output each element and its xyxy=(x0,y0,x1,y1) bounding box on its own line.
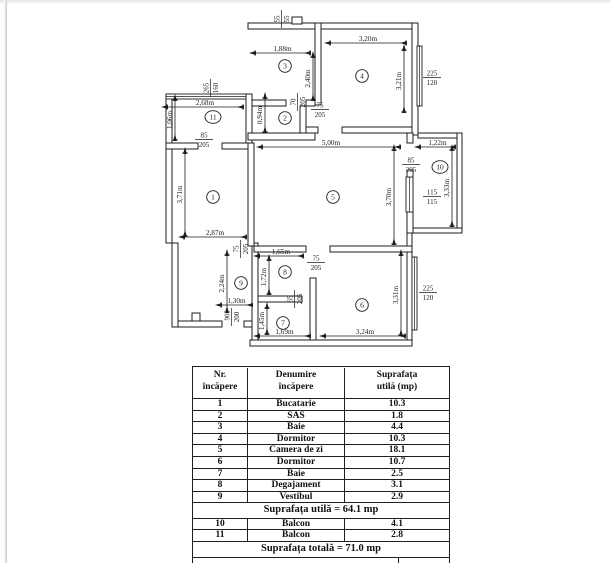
size-fraction-label xyxy=(423,189,441,207)
size-fraction-label xyxy=(287,290,305,308)
summary-usable-area: Suprafața utilă = 64.1 mp xyxy=(193,502,449,518)
wall xyxy=(457,133,462,233)
svg-text:75: 75 xyxy=(312,254,320,263)
svg-text:225: 225 xyxy=(422,284,434,293)
dimension-label: 1,88m xyxy=(273,45,292,53)
clipped-bottom-row xyxy=(193,557,449,563)
svg-text:75: 75 xyxy=(316,101,324,110)
dimension-label: 2,87m xyxy=(205,229,225,237)
svg-text:205: 205 xyxy=(310,264,322,272)
table-cell: 9 xyxy=(217,491,223,502)
wall xyxy=(248,143,254,246)
wall xyxy=(248,133,315,140)
dimension-label: 2,24m xyxy=(218,274,226,293)
table-cell: Dormitor xyxy=(247,457,344,468)
wall xyxy=(192,313,200,321)
table-cell: Vestibul xyxy=(247,492,344,503)
table-cell: 5 xyxy=(217,445,223,456)
room-number: 1 xyxy=(211,192,215,202)
dimension-label: 1,45m xyxy=(258,311,266,331)
table-row xyxy=(193,421,449,433)
wall xyxy=(244,321,252,327)
room-number: 6 xyxy=(360,300,364,310)
svg-text:200: 200 xyxy=(233,311,241,323)
svg-text:70: 70 xyxy=(289,98,298,106)
size-fraction-label xyxy=(233,240,251,258)
table-cell: 4 xyxy=(217,433,223,444)
dimension-label: 3,33m xyxy=(443,178,451,198)
wall xyxy=(407,133,413,143)
table-row xyxy=(193,456,449,468)
table-cell: 2.8 xyxy=(344,530,449,541)
svg-text:115: 115 xyxy=(426,198,438,206)
table-cell: 2.5 xyxy=(344,469,449,480)
table-cell: 18.1 xyxy=(344,445,449,456)
size-fraction-label xyxy=(423,70,441,88)
table-header-cell: Nr. încăpere xyxy=(202,370,238,393)
table-row xyxy=(193,433,449,445)
svg-text:55: 55 xyxy=(273,15,282,23)
table-cell: 10.7 xyxy=(344,457,449,468)
dimension-label: 2,40m xyxy=(304,69,312,88)
room-number: 7 xyxy=(281,318,285,328)
svg-text:205: 205 xyxy=(405,166,417,174)
dimension-label: 3,20m xyxy=(358,35,378,43)
table-cell: 4.1 xyxy=(344,519,449,530)
wall xyxy=(222,143,250,149)
dimension-label: 1,06m xyxy=(166,110,174,130)
table-row xyxy=(193,518,449,530)
table-cell: 2.9 xyxy=(344,492,449,503)
table-cell: 6 xyxy=(217,456,223,467)
table-cell: 10 xyxy=(215,518,225,529)
table-row xyxy=(193,367,449,398)
wall xyxy=(330,246,412,252)
table-row xyxy=(193,491,449,503)
dimension-label: 3,31m xyxy=(392,285,400,305)
dimension-label: 1,22m xyxy=(428,139,447,147)
table-cell: Degajament xyxy=(247,480,344,491)
room-number: 3 xyxy=(283,61,287,71)
room-number: 8 xyxy=(283,267,287,277)
table-cell: Dormitor xyxy=(247,434,344,445)
room-number: 2 xyxy=(283,113,287,123)
wall xyxy=(306,127,318,133)
svg-text:115: 115 xyxy=(426,188,438,197)
svg-text:120: 120 xyxy=(422,294,434,302)
dimension-label: 5,00m xyxy=(321,139,341,147)
svg-text:205: 205 xyxy=(198,141,210,149)
wall xyxy=(252,100,286,106)
wall xyxy=(315,23,321,105)
table-cell: Bucatarie xyxy=(247,399,344,410)
table-cell: 7 xyxy=(217,468,223,479)
room-number: 4 xyxy=(360,71,364,81)
dimension-label: 3,21m xyxy=(395,71,403,91)
svg-text:85: 85 xyxy=(200,131,208,140)
dimension-label: 1,69m xyxy=(275,328,294,336)
wall xyxy=(178,321,222,327)
svg-text:90: 90 xyxy=(223,313,232,321)
table-header-cell: Denumire încăpere xyxy=(247,368,344,398)
wall xyxy=(310,278,316,340)
dimension-label: 1,72m xyxy=(260,267,268,287)
table-cell: 1.8 xyxy=(344,411,449,422)
svg-text:205: 205 xyxy=(314,111,326,119)
table-cell: 4.4 xyxy=(344,422,449,433)
svg-text:225: 225 xyxy=(426,69,438,78)
table-cell: Baie xyxy=(247,422,344,433)
size-fraction-label xyxy=(419,285,437,303)
dimension-label: 3,24m xyxy=(355,328,375,336)
dimension-label: 1,30m xyxy=(227,297,246,305)
svg-text:205: 205 xyxy=(296,293,304,305)
svg-text:265: 265 xyxy=(202,82,211,94)
room-number: 9 xyxy=(239,278,243,288)
table-cell: 10.3 xyxy=(344,399,449,410)
svg-text:55: 55 xyxy=(283,15,291,23)
room-number: 5 xyxy=(331,192,335,202)
wall xyxy=(342,127,412,133)
table-row xyxy=(193,410,449,422)
dimension-label: 3,70m xyxy=(385,187,393,207)
clipped-row-divider xyxy=(398,558,399,563)
table-row xyxy=(193,444,449,456)
table-cell: SAS xyxy=(247,411,344,422)
table-row xyxy=(193,479,449,491)
table-cell: Baie xyxy=(247,469,344,480)
table-cell: 3 xyxy=(217,422,223,433)
size-fraction-label xyxy=(402,157,420,175)
wall xyxy=(300,106,306,133)
wall xyxy=(412,228,462,233)
dimension-label: 2,68m xyxy=(195,99,215,107)
summary-total-area: Suprafața totală = 71.0 mp xyxy=(193,541,449,557)
dimension-label: 3,71m xyxy=(176,185,184,204)
wall xyxy=(248,23,418,29)
wall xyxy=(172,243,178,327)
table-cell: 2 xyxy=(217,410,223,421)
wall xyxy=(306,100,315,106)
svg-text:160: 160 xyxy=(212,82,220,94)
svg-text:75: 75 xyxy=(232,245,241,253)
dimension-label: 0,94m xyxy=(256,105,264,125)
room-area-table xyxy=(192,366,450,563)
svg-text:205: 205 xyxy=(299,96,307,108)
table-cell: 8 xyxy=(217,480,223,491)
table-cell: Balcon xyxy=(247,519,344,530)
table-cell: 11 xyxy=(215,530,225,541)
svg-text:85: 85 xyxy=(407,156,415,165)
table-cell: Balcon xyxy=(247,530,344,541)
room-number: 11 xyxy=(209,112,217,122)
table-cell: 1 xyxy=(217,399,223,409)
table-row xyxy=(193,529,449,541)
svg-text:205: 205 xyxy=(242,243,250,255)
table-row xyxy=(193,398,449,410)
table-row xyxy=(193,468,449,480)
svg-text:65: 65 xyxy=(286,295,295,303)
table-header-cell: Suprafața utilă (mp) xyxy=(344,368,449,398)
wall xyxy=(418,133,462,138)
svg-text:120: 120 xyxy=(426,79,438,87)
wall xyxy=(166,143,198,149)
size-fraction-label xyxy=(224,308,242,326)
room-number: 10 xyxy=(436,162,444,172)
table-cell: 10.3 xyxy=(344,434,449,445)
dimension-label: 1,65m xyxy=(271,248,291,256)
wall xyxy=(250,340,412,346)
table-cell: Camera de zi xyxy=(247,445,344,456)
size-fraction-label xyxy=(307,255,325,273)
table-cell: 3.1 xyxy=(344,480,449,491)
wall xyxy=(292,17,302,24)
